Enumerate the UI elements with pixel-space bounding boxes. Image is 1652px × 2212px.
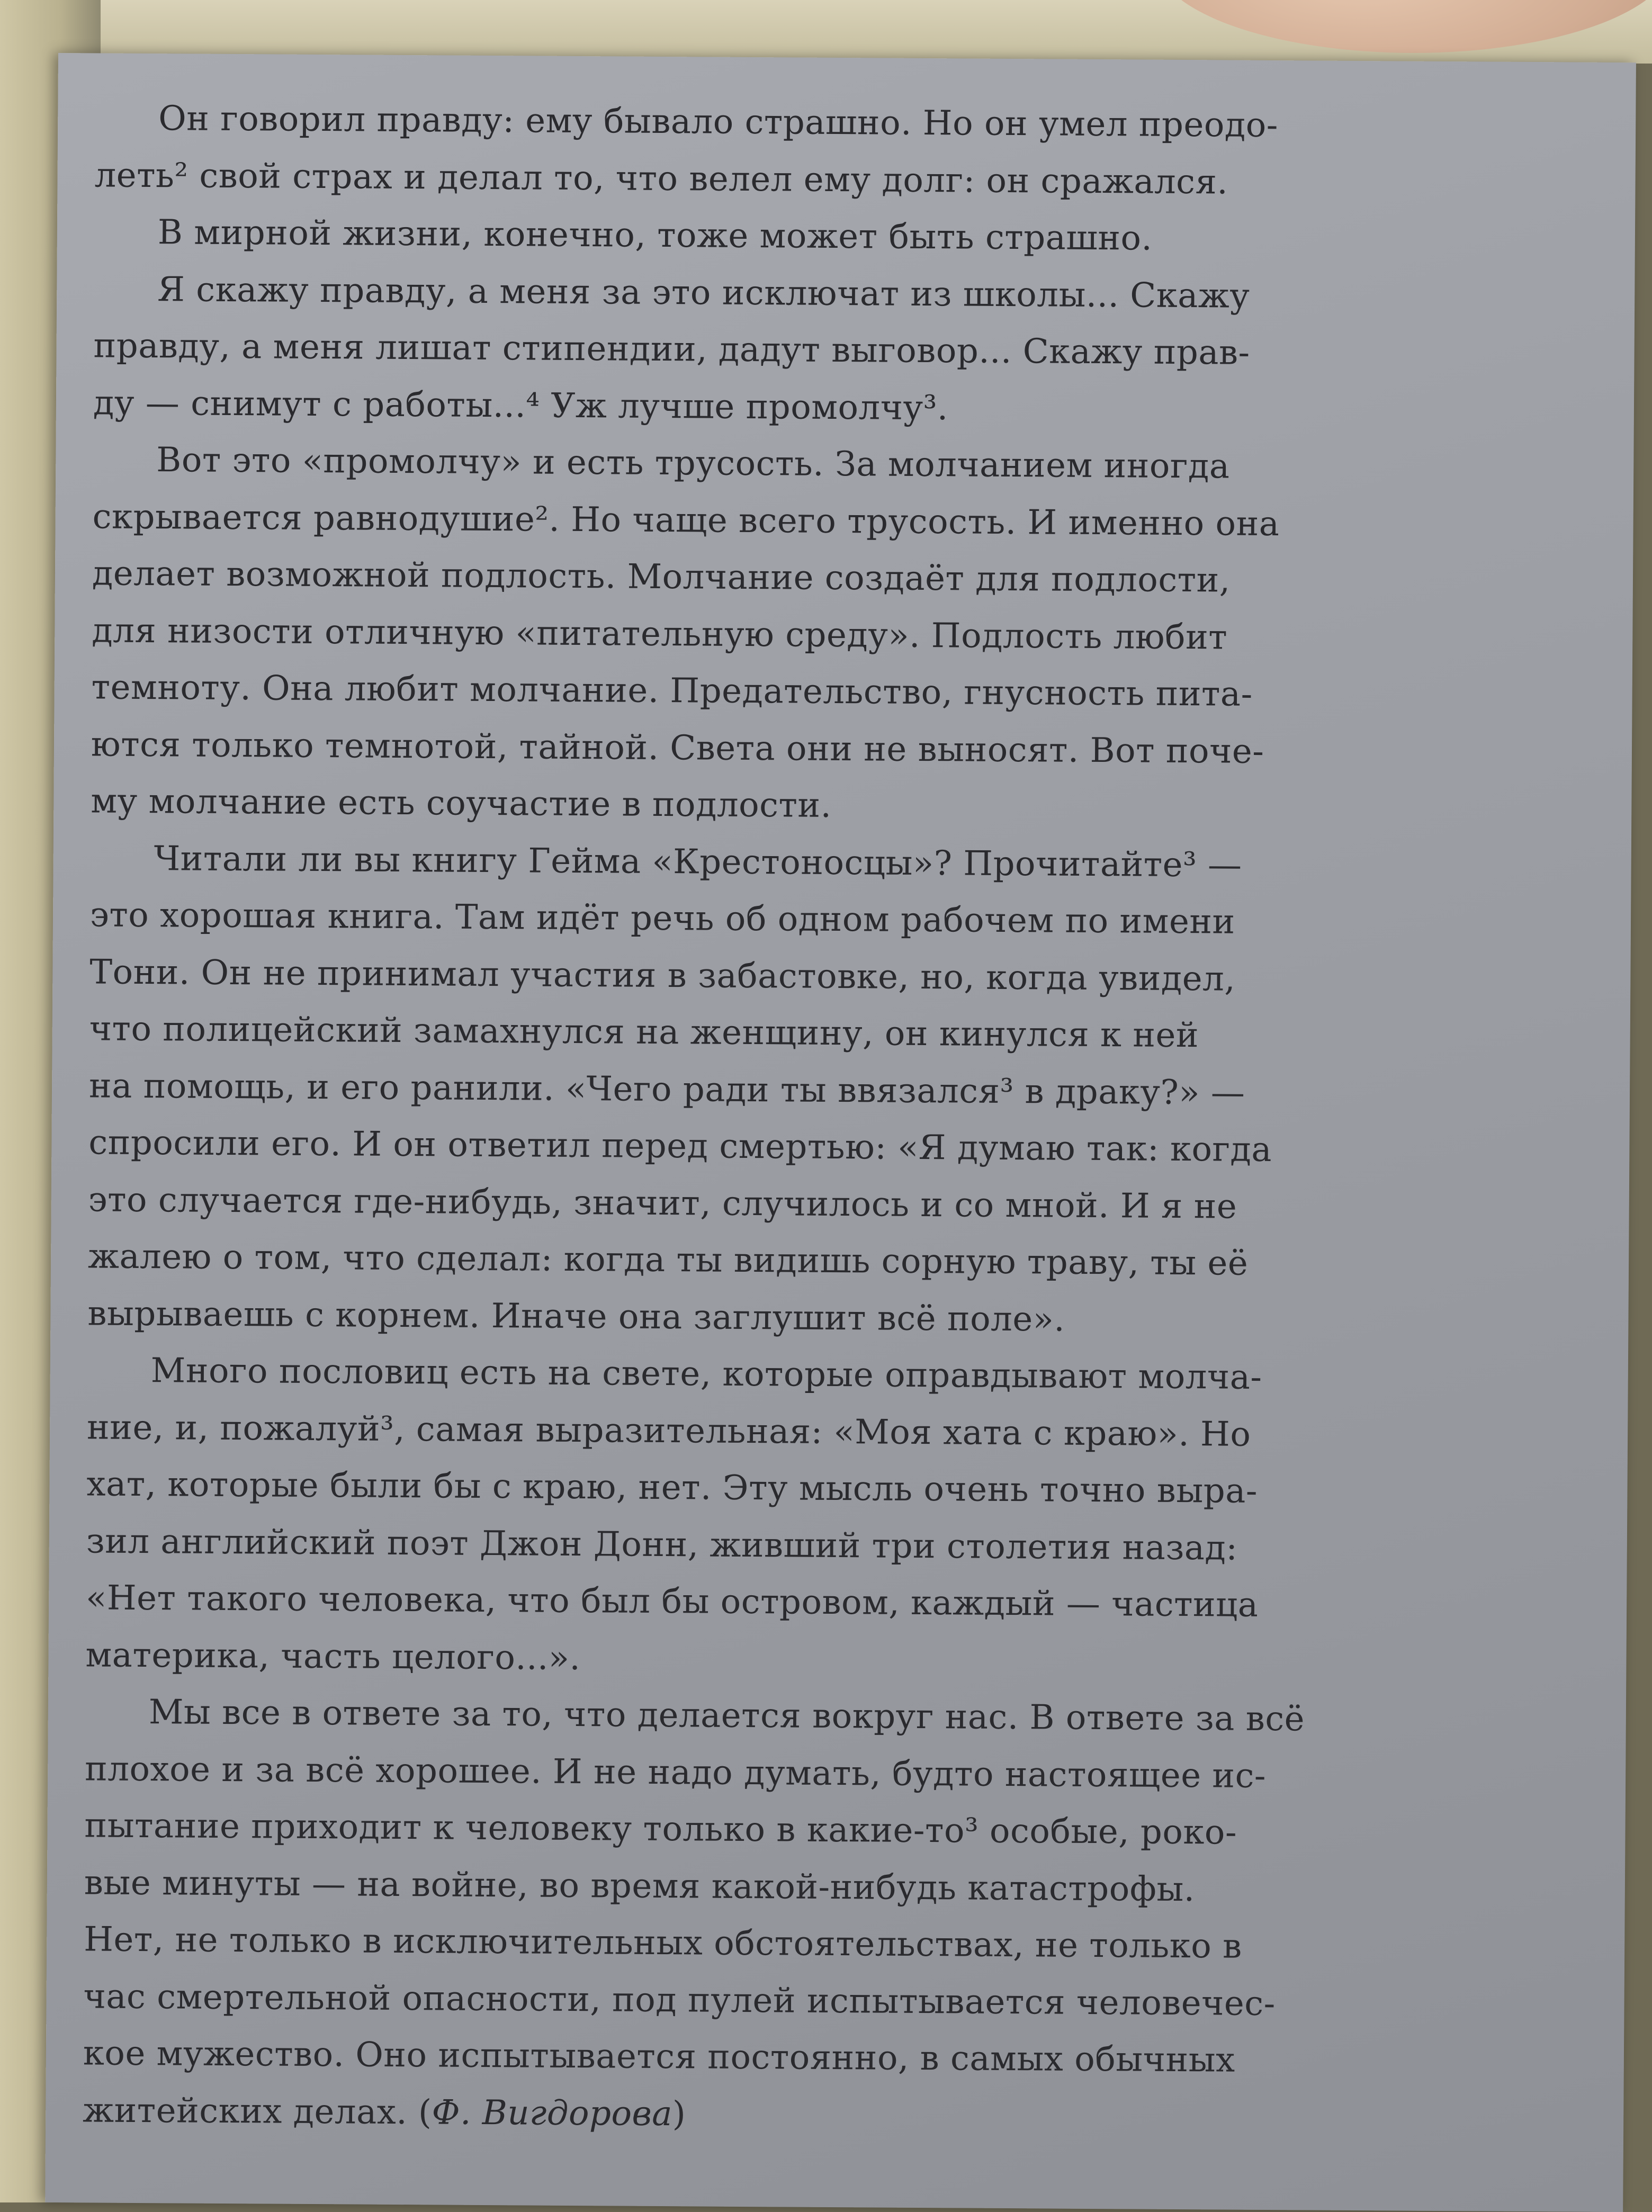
text-line: жалею о том, что сделал: когда ты видишь сорную траву, ты её [87,1237,1249,1283]
text-line: зил английский поэт Джон Донн, живший три столетия назад: [86,1521,1238,1568]
text-line: В мирной жизни, конечно, тоже может быть страшно. [157,213,1153,258]
text-line: на помощь, и его ранили. «Чего ради ты ввязался³ в драку?» — [88,1066,1245,1113]
last-line-text: житейских делах. ( [83,2090,432,2132]
author-name: Ф. Вигдорова [432,2092,673,2134]
closing-paren: ) [672,2094,686,2134]
text-line: Нет, не только в исключительных обстоятельствах, не только в [84,1920,1242,1966]
text-line: скрывается равнодушие². Но чаще всего трусость. И именно она [92,497,1280,544]
text-line: делает возможной подлость. Молчание создаёт для подлости, [92,554,1231,600]
text-line: «Нет такого человека, что был бы островом, каждый — частица [85,1578,1259,1625]
text-line: му молчание есть соучастие в подлости. [91,781,832,825]
text-line: вые минуты — на войне, во время какой-нибудь катастрофы. [84,1863,1195,1909]
text-line: темноту. Она любит молчание. Предательство, гнусность пита- [91,668,1253,714]
text-line: это хорошая книга. Там идёт речь об одном рабочем по имени [89,895,1235,942]
text-line: Тони. Он не принимал участия в забастовке, но, когда увидел, [89,952,1236,999]
text-line: для низости отличную «питательную среду». Подлость любит [92,610,1228,658]
text-line: хат, которые были бы с краю, нет. Эту мысль очень точно выра- [86,1464,1258,1511]
text-line: Я скажу правду, а меня за это исключат из школы... Скажу [157,269,1250,316]
text-line: плохое и за всё хорошее. И не надо думать, будто настоящее ис- [84,1749,1267,1796]
text-line: кое мужество. Оно испытывается постоянно, в самых обычных [83,2034,1235,2080]
text-line: леть² свой страх и делал то, что велел ему долг: он сражался. [94,155,1228,202]
text-line: Читали ли вы книгу Гейма «Крестоносцы»? Прочитайте³ — [154,839,1242,885]
text-line: вырываешь с корнем. Иначе она заглушит всё поле». [87,1293,1065,1339]
text-line: Вот это «промолчу» и есть трусость. За молчанием иногда [156,440,1230,487]
book-page [45,53,1636,2212]
text-line: что полицейский замахнулся на женщину, он кинулся к ней [89,1009,1199,1056]
text-line: правду, а меня лишат стипендии, дадут выговор... Скажу прав- [93,326,1250,373]
text-line: материка, часть целого...». [85,1635,581,1678]
text-line: это случается где-нибудь, значит, случилось и со мной. И я не [88,1180,1237,1227]
last-line [83,2082,1619,2148]
text-line: Много пословиц есть на свете, которые оправдывают молча- [150,1351,1262,1397]
text-line: Мы все в ответе за то, что делается вокруг нас. В ответе за всё [148,1693,1305,1739]
text-line: ние, и, пожалуй³, самая выразительная: «Моя хата с краю». Но [86,1407,1251,1454]
text-line: спросили его. И он ответил перед смертью: «Я думаю так: когда [88,1123,1272,1170]
text-line: пытание приходит к человеку только в какие-то³ особые, роко- [84,1806,1237,1853]
text-line: ются только темнотой, тайной. Света они не выносят. Вот поче- [91,724,1264,771]
page-text [83,90,1631,2148]
text-line: ду — снимут с работы...⁴ Уж лучше промолчу³. [93,383,948,428]
text-line: Он говорил правду: ему бывало страшно. Но он умел преодо- [158,99,1279,146]
text-line: час смертельной опасности, под пулей испытывается человечес- [83,1976,1276,2024]
